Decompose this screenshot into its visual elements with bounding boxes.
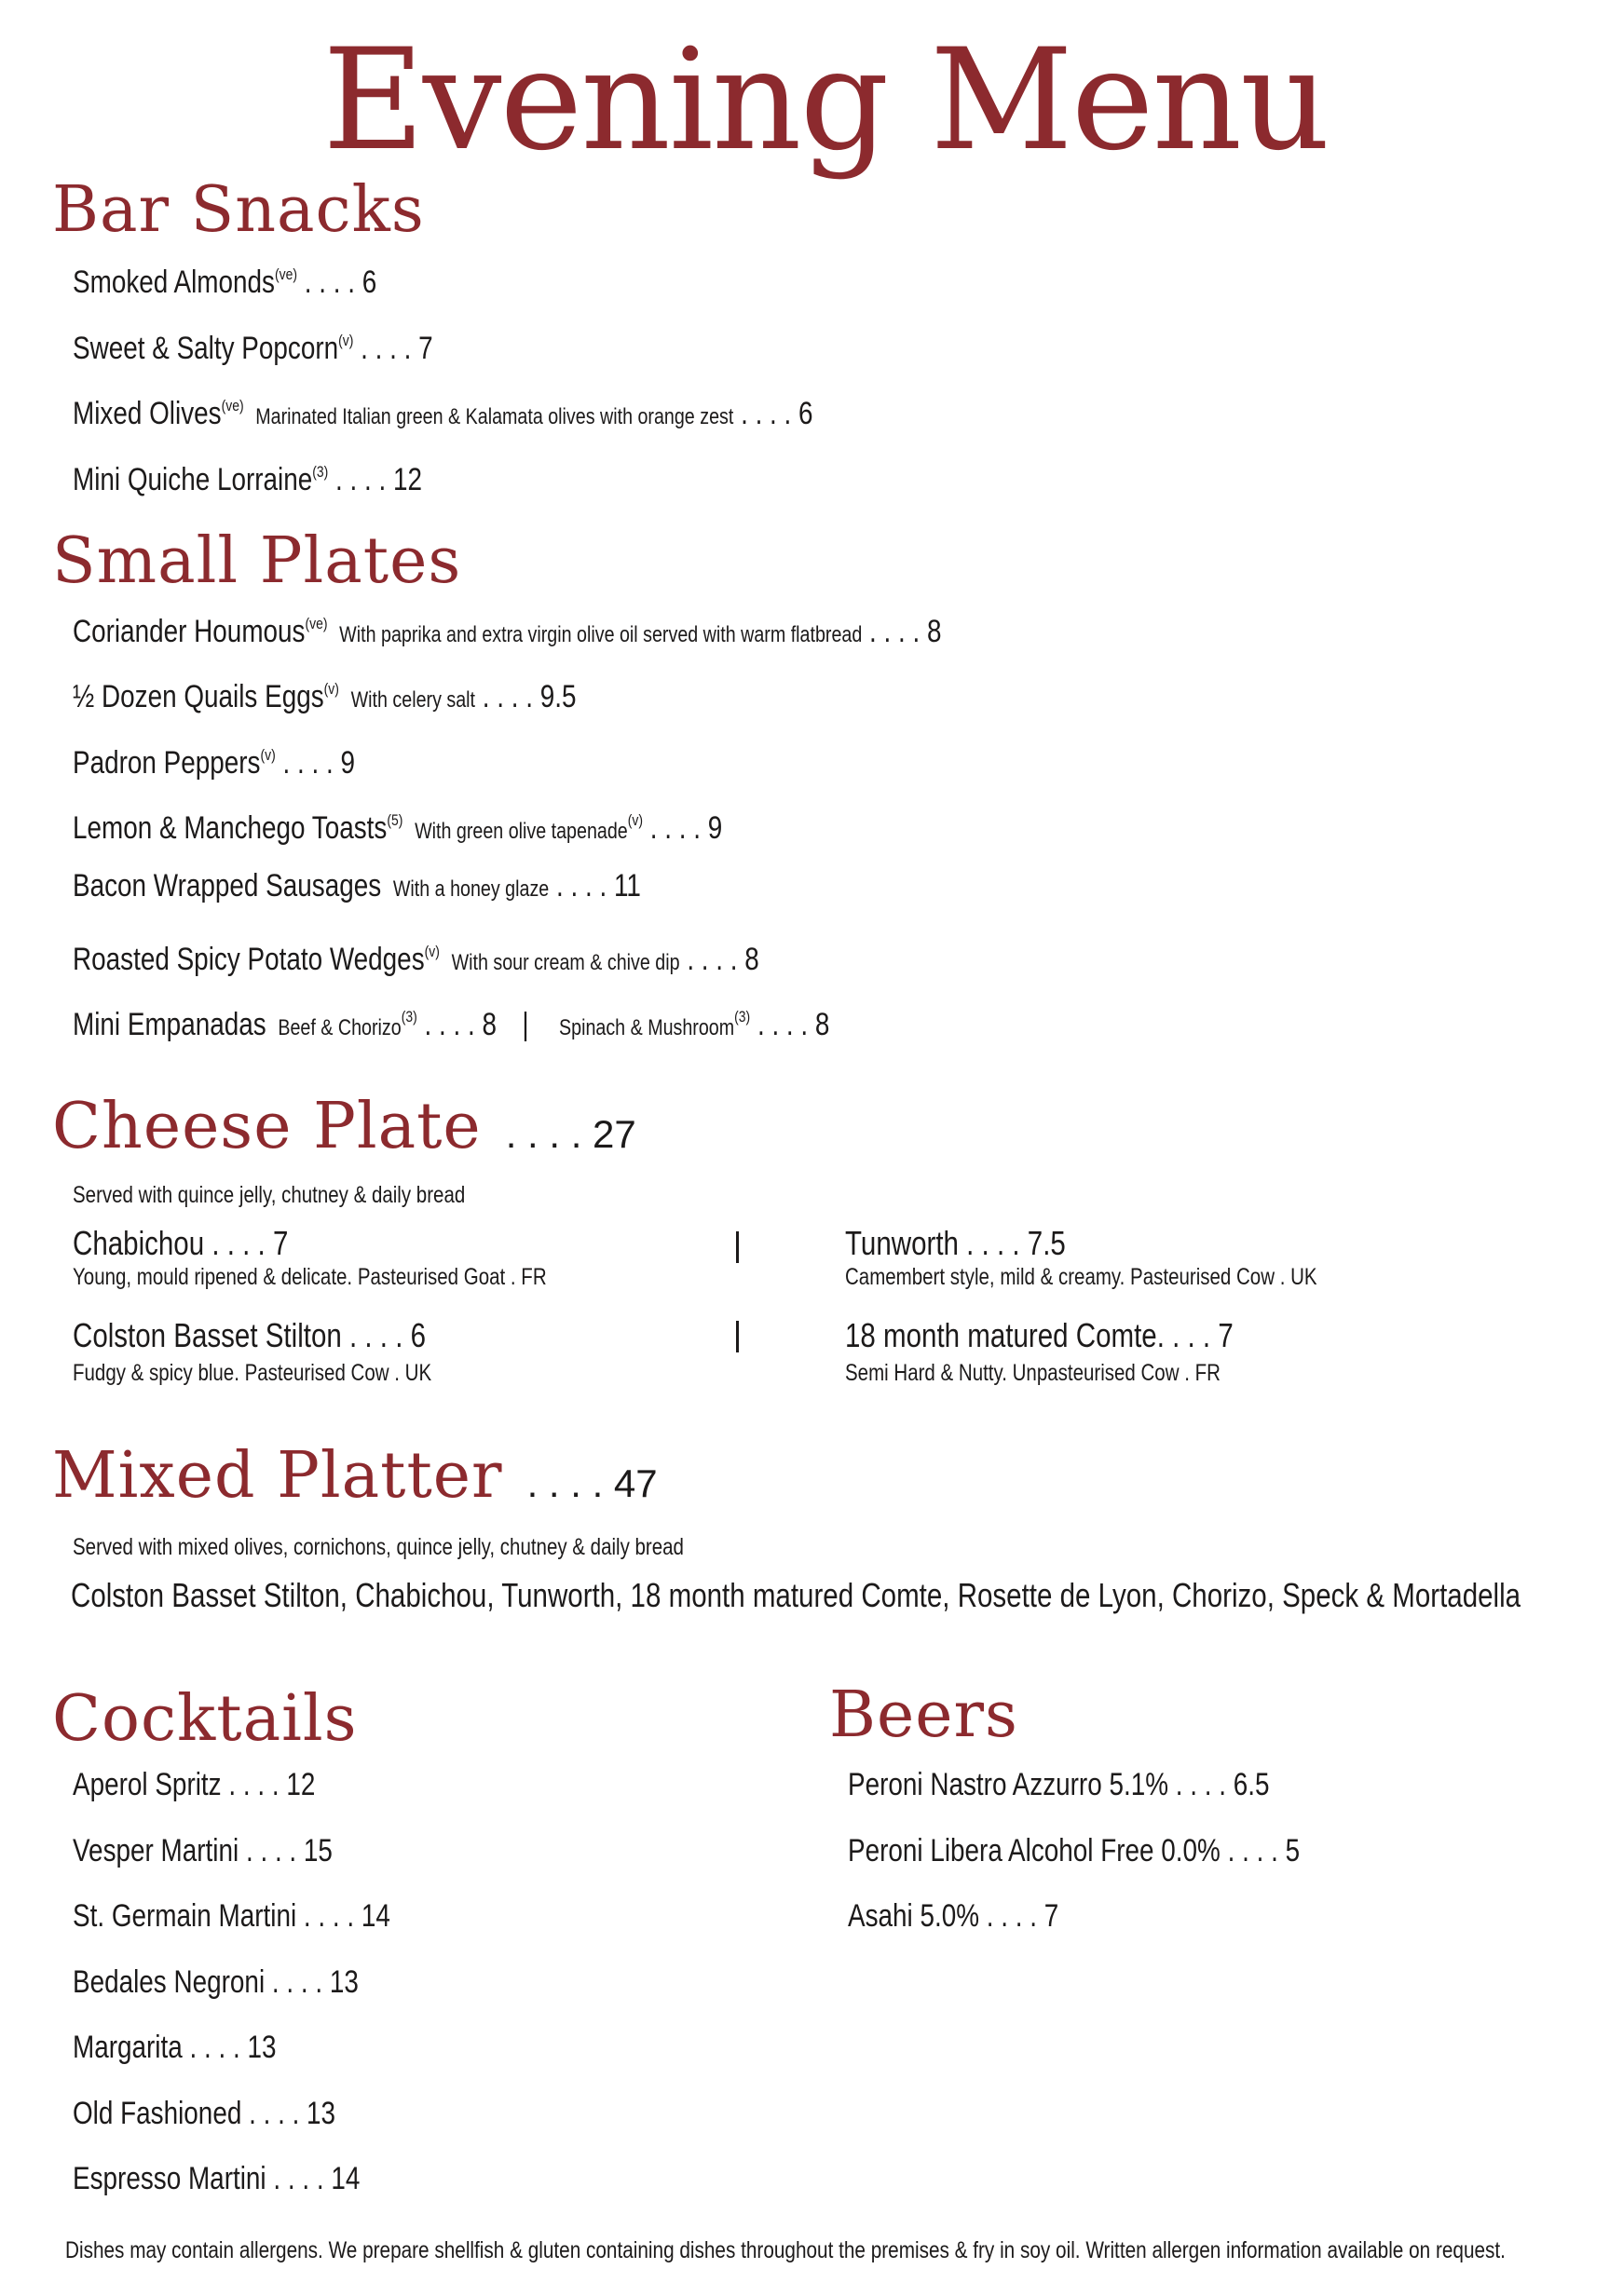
- mixed-platter-note: Served with mixed olives, cornichons, quince jelly, chutney & daily bread: [73, 1534, 684, 1560]
- allergen-tag: (5): [387, 811, 403, 829]
- item-name: Aperol Spritz: [73, 1767, 222, 1802]
- item-name: Peroni Nastro Azzurro 5.1%: [848, 1767, 1169, 1802]
- cheese-name: Chabichou . . . . 7: [73, 1224, 289, 1262]
- dietary-tag: (ve): [305, 615, 328, 632]
- menu-title: [0, 17, 1623, 184]
- cheese-plate-heading-text: Cheese Plate: [52, 1090, 482, 1163]
- cheese-description: Camembert style, mild & creamy. Pasteurised Cow . UK: [845, 1264, 1317, 1290]
- item-description: With paprika and extra virgin olive oil served with warm flatbread: [339, 622, 863, 647]
- beer-item: [848, 1895, 1058, 1937]
- dietary-tag: (v): [323, 680, 339, 698]
- item-price: . . . . 6: [304, 265, 377, 300]
- allergen-footer: Dishes may contain allergens. We prepare shellfish & gluten containing dishes throughout the premises & fry in soy oil. Written allergen information available on request.: [65, 2237, 1506, 2263]
- item-name: Margarita: [73, 2030, 183, 2065]
- menu-item-bacon-sausages: [73, 864, 641, 911]
- item-name: Padron Peppers: [73, 745, 261, 781]
- allergen-tag: (3): [312, 463, 329, 481]
- item-price: . . . . 15: [245, 1833, 333, 1868]
- cocktail-item: [73, 1961, 359, 2004]
- cheese-plate-price: . . . . 27: [505, 1112, 636, 1156]
- item-price: . . . . 11: [555, 868, 641, 903]
- item-name: Peroni Libera Alcohol Free 0.0%: [848, 1833, 1221, 1868]
- item-price: . . . . 8: [869, 614, 942, 649]
- dietary-tag: (ve): [274, 265, 297, 283]
- cheese-plate-heading: [52, 1090, 636, 1172]
- item-price: . . . . 9.5: [482, 679, 577, 714]
- menu-item-mixed-olives: [73, 385, 813, 439]
- cocktail-item: [73, 2092, 335, 2135]
- item-price: . . . . 13: [189, 2030, 277, 2065]
- menu-item-manchego-toasts: [73, 799, 722, 853]
- option-description: Spinach & Mushroom: [559, 1015, 735, 1040]
- item-name: St. Germain Martini: [73, 1898, 297, 1934]
- column-divider: [736, 1321, 739, 1352]
- mixed-platter-price: . . . . 47: [526, 1461, 658, 1505]
- cocktail-item: [73, 1763, 315, 1806]
- item-price: . . . . 7: [986, 1898, 1059, 1934]
- item-name: Asahi 5.0%: [848, 1898, 980, 1934]
- item-price: . . . . 12: [228, 1767, 316, 1802]
- menu-item-smoked-almonds: [73, 253, 376, 304]
- cheese-description: Semi Hard & Nutty. Unpasteurised Cow . FR: [845, 1360, 1221, 1386]
- menu-item-popcorn: [73, 319, 433, 370]
- beer-item: [848, 1829, 1300, 1872]
- item-price: . . . . 6.5: [1175, 1767, 1270, 1802]
- item-description: With a honey glaze: [392, 876, 550, 902]
- item-name: Bacon Wrapped Sausages: [73, 868, 382, 903]
- item-price: . . . . 12: [335, 462, 423, 497]
- option-description: Beef & Chorizo: [278, 1015, 402, 1040]
- allergen-tag: (3): [734, 1008, 751, 1026]
- item-name: Mixed Olives: [73, 396, 222, 431]
- item-description: With sour cream & chive dip: [451, 950, 680, 975]
- item-description: Marinated Italian green & Kalamata olives with orange zest: [255, 404, 734, 429]
- bar-snacks-heading: [52, 173, 425, 248]
- item-name: Mini Empanadas: [73, 1007, 266, 1042]
- item-name: Coriander Houmous: [73, 614, 306, 649]
- item-price: . . . . 7: [361, 331, 433, 366]
- menu-item-houmous: [73, 603, 942, 657]
- bar-snacks-heading-text: Bar Snacks: [52, 173, 425, 247]
- item-price: . . . . 5: [1227, 1833, 1301, 1868]
- column-divider: [736, 1231, 739, 1263]
- item-price: . . . . 14: [303, 1898, 390, 1934]
- cheese-name: 18 month matured Comte. . . . 7: [845, 1316, 1234, 1354]
- dietary-tag: (v): [260, 746, 276, 764]
- item-name: Vesper Martini: [73, 1833, 239, 1868]
- cocktails-heading-text: Cocktails: [52, 1682, 358, 1756]
- cocktail-item: [73, 1895, 390, 1937]
- menu-item-padron-peppers: [73, 734, 355, 784]
- option-price: . . . . 8: [424, 1007, 497, 1042]
- cheese-description: Young, mould ripened & delicate. Pasteurised Goat . FR: [73, 1264, 547, 1290]
- item-name: ½ Dozen Quails Eggs: [73, 679, 324, 714]
- menu-item-mini-quiche: [73, 451, 422, 501]
- cheese-plate-note: Served with quince jelly, chutney & daily bread: [73, 1182, 466, 1208]
- option-separator: |: [522, 1007, 529, 1042]
- dietary-tag: (v): [627, 811, 643, 829]
- small-plates-heading-text: Small Plates: [52, 524, 462, 598]
- item-price: . . . . 13: [249, 2096, 336, 2131]
- mixed-platter-heading-text: Mixed Platter: [52, 1439, 503, 1513]
- beer-item: [848, 1763, 1269, 1806]
- cocktail-item: [73, 1829, 333, 1872]
- option-price: . . . . 8: [757, 1007, 830, 1042]
- item-price: . . . . 6: [741, 396, 813, 431]
- cocktail-item: [73, 2157, 360, 2200]
- item-name: Sweet & Salty Popcorn: [73, 331, 339, 366]
- item-name: Espresso Martini: [73, 2161, 266, 2196]
- cheese-description: Fudgy & spicy blue. Pasteurised Cow . UK: [73, 1360, 432, 1386]
- cheese-name: Colston Basset Stilton . . . . 6: [73, 1316, 427, 1354]
- beers-heading-text: Beers: [829, 1678, 1018, 1752]
- cheese-name: Tunworth . . . . 7.5: [845, 1224, 1066, 1262]
- item-name: Lemon & Manchego Toasts: [73, 810, 388, 846]
- item-price: . . . . 14: [273, 2161, 361, 2196]
- beers-heading: [829, 1678, 1018, 1753]
- menu-item-potato-wedges: [73, 931, 759, 985]
- dietary-tag: (v): [338, 332, 354, 349]
- item-name: Roasted Spicy Potato Wedges: [73, 942, 425, 977]
- cocktails-heading: [52, 1682, 358, 1757]
- allergen-tag: (3): [401, 1008, 417, 1026]
- item-price: . . . . 13: [271, 1964, 359, 2000]
- item-name: Old Fashioned: [73, 2096, 242, 2131]
- menu-item-empanadas: [73, 996, 829, 1050]
- small-plates-heading: [52, 524, 461, 599]
- dietary-tag: (ve): [221, 397, 244, 414]
- item-price: . . . . 9: [282, 745, 355, 781]
- dietary-tag: (v): [424, 943, 440, 960]
- menu-item-quails-eggs: [73, 668, 576, 722]
- mixed-platter-contents: Colston Basset Stilton, Chabichou, Tunworth, 18 month matured Comte, Rosette de Lyon, Chorizo, Speck & Mortadella: [71, 1576, 1521, 1614]
- item-price: . . . . 9: [649, 810, 723, 846]
- cocktail-item: [73, 2026, 276, 2069]
- item-price: . . . . 8: [687, 942, 759, 977]
- item-name: Smoked Almonds: [73, 265, 275, 300]
- menu-title-text: Evening Menu: [322, 20, 1329, 182]
- mixed-platter-heading: [52, 1439, 658, 1521]
- item-name: Bedales Negroni: [73, 1964, 266, 2000]
- item-description: With green olive tapenade: [415, 819, 628, 844]
- item-name: Mini Quiche Lorraine: [73, 462, 313, 497]
- item-description: With celery salt: [350, 687, 475, 713]
